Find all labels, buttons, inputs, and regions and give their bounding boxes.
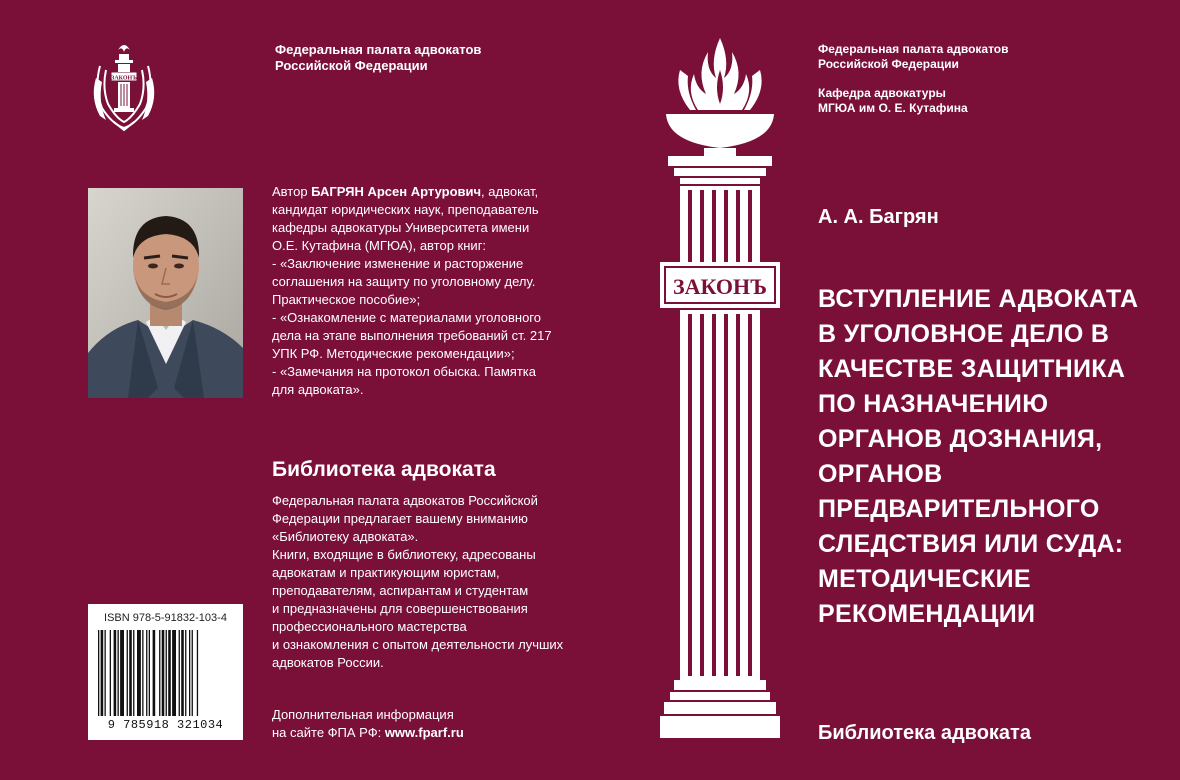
book-title bbox=[818, 282, 1138, 632]
series-description-line: Федеральная палата адвокатов Российской bbox=[272, 493, 538, 508]
book-title-line: ОРГАНОВ bbox=[818, 460, 943, 488]
series-description-line: и предназначены для совершенствования bbox=[272, 601, 528, 616]
author-bio-line: для адвоката». bbox=[272, 382, 364, 397]
barcode-bar bbox=[192, 630, 193, 716]
barcode-bar bbox=[181, 630, 184, 716]
barcode-bar bbox=[149, 630, 150, 716]
series-description-line: адвокатов России. bbox=[272, 655, 384, 670]
barcode-bar bbox=[129, 630, 132, 716]
author-bio bbox=[272, 183, 592, 399]
barcode-bar bbox=[153, 630, 156, 716]
author-bio-intro bbox=[272, 183, 592, 201]
barcode-bar bbox=[98, 630, 99, 716]
barcode-bar bbox=[179, 630, 180, 716]
barcode-bar bbox=[101, 630, 104, 716]
author-bio-line: кафедры адвокатуры Университета имени bbox=[272, 220, 530, 235]
author-bio-line: - «Ознакомление с материалами уголовного bbox=[272, 310, 541, 325]
more-info bbox=[272, 706, 464, 742]
book-title-line: КАЧЕСТВЕ ЗАЩИТНИКА bbox=[818, 355, 1126, 383]
series-description-line: адвокатам и практикующим юристам, bbox=[272, 565, 500, 580]
barcode-bar bbox=[197, 630, 198, 716]
barcode-bar bbox=[137, 630, 141, 716]
book-title-line: ПРЕДВАРИТЕЛЬНОГО bbox=[818, 495, 1100, 523]
front-publisher-name bbox=[818, 42, 1009, 72]
barcode-bar bbox=[105, 630, 106, 716]
series-description-line: «Библиотеку адвоката». bbox=[272, 529, 419, 544]
barcode-bar bbox=[133, 630, 134, 716]
book-title-line: РЕКОМЕНДАЦИИ bbox=[818, 600, 1036, 628]
series-description-line: Книги, входящие в библиотеку, адресованы bbox=[272, 547, 536, 562]
barcode-bar bbox=[185, 630, 186, 716]
isbn-barcode bbox=[88, 604, 243, 740]
front-publisher-line-1: Федеральная палата адвокатов bbox=[818, 42, 1009, 56]
barcode-bar bbox=[166, 630, 167, 716]
barcode-bar bbox=[172, 630, 176, 716]
isbn-label: ISBN 978-5-91832-103-4 bbox=[104, 612, 227, 624]
front-department-line-2: МГЮА им О. Е. Кутафина bbox=[818, 101, 968, 115]
barcode-bar bbox=[127, 630, 128, 716]
author-bio-line: - «Замечания на протокол обыска. Памятка bbox=[272, 364, 536, 379]
front-series-name: Библиотека адвоката bbox=[818, 722, 1031, 744]
author-bio-line: кандидат юридических наук, преподаватель bbox=[272, 202, 539, 217]
back-publisher-line-1: Федеральная палата адвокатов bbox=[275, 42, 482, 57]
website-link[interactable]: www.fparf.ru bbox=[384, 725, 464, 740]
barcode-bar bbox=[142, 630, 143, 716]
column-illustration bbox=[640, 30, 800, 760]
author-bio-line: УПК РФ. Методические рекомендации»; bbox=[272, 346, 515, 361]
more-info-line-2 bbox=[272, 724, 464, 742]
front-author: А. А. Багрян bbox=[818, 206, 939, 228]
barcode-bar bbox=[110, 630, 111, 716]
more-info-line-1: Дополнительная информация bbox=[272, 707, 454, 722]
book-title-line: МЕТОДИЧЕСКИЕ bbox=[818, 565, 1031, 593]
author-bio-prefix: Автор bbox=[272, 184, 312, 199]
series-description-line: и ознакомления с опытом деятельности лучших bbox=[272, 637, 564, 652]
book-title-line: В УГОЛОВНОЕ ДЕЛО В bbox=[818, 320, 1110, 348]
barcode-digits: 9 785918 321034 bbox=[107, 718, 224, 732]
front-department-line-1: Кафедра адвокатуры bbox=[818, 86, 946, 100]
author-bio-line: О.Е. Кутафина (МГЮА), автор книг: bbox=[272, 238, 487, 253]
barcode-bar bbox=[114, 630, 117, 716]
barcode-bar bbox=[162, 630, 165, 716]
series-description bbox=[272, 492, 592, 672]
plaque-text: ЗАКОНЪ bbox=[673, 274, 767, 299]
series-heading: Библиотека адвоката bbox=[272, 458, 496, 481]
book-title-line: ПО НАЗНАЧЕНИЮ bbox=[818, 390, 1049, 418]
book-title-line: ОРГАНОВ ДОЗНАНИЯ, bbox=[818, 425, 1103, 453]
series-description-line: преподавателям, аспирантам и студентам bbox=[272, 583, 529, 598]
author-bio-line: дела на этапе выполнения требований ст. 217 bbox=[272, 328, 552, 343]
barcode-bar bbox=[159, 630, 160, 716]
front-department bbox=[818, 86, 968, 116]
author-name: БАГРЯН Арсен Артурович bbox=[311, 184, 482, 199]
barcode-bar bbox=[189, 630, 190, 716]
back-publisher-line-2: Российской Федерации bbox=[275, 58, 428, 73]
series-description-line: профессионального мастерства bbox=[272, 619, 467, 634]
barcode-bars bbox=[98, 630, 233, 716]
author-bio-line: - «Заключение изменение и расторжение bbox=[272, 256, 524, 271]
author-bio-line: соглашения на защиту по уголовному делу. bbox=[272, 274, 536, 289]
barcode-bar bbox=[118, 630, 119, 716]
barcode-bar bbox=[146, 630, 147, 716]
barcode-bar bbox=[120, 630, 124, 716]
book-title-line: СЛЕДСТВИЯ ИЛИ СУДА: bbox=[818, 530, 1124, 558]
emblem-text: ЗАКОНЪ bbox=[111, 75, 137, 82]
author-bio-suffix: , адвокат, bbox=[481, 184, 539, 199]
barcode-bar bbox=[168, 630, 171, 716]
author-bio-line: Практическое пособие»; bbox=[272, 292, 421, 307]
front-publisher-line-2: Российской Федерации bbox=[818, 57, 959, 71]
book-title-line: ВСТУПЛЕНИЕ АДВОКАТА bbox=[818, 285, 1139, 313]
author-photo bbox=[88, 188, 243, 398]
series-description-line: Федерации предлагает вашему вниманию bbox=[272, 511, 528, 526]
bar-association-emblem-icon bbox=[88, 38, 160, 134]
back-publisher-name bbox=[275, 42, 575, 74]
more-info-prefix: на сайте ФПА РФ: bbox=[272, 725, 385, 740]
